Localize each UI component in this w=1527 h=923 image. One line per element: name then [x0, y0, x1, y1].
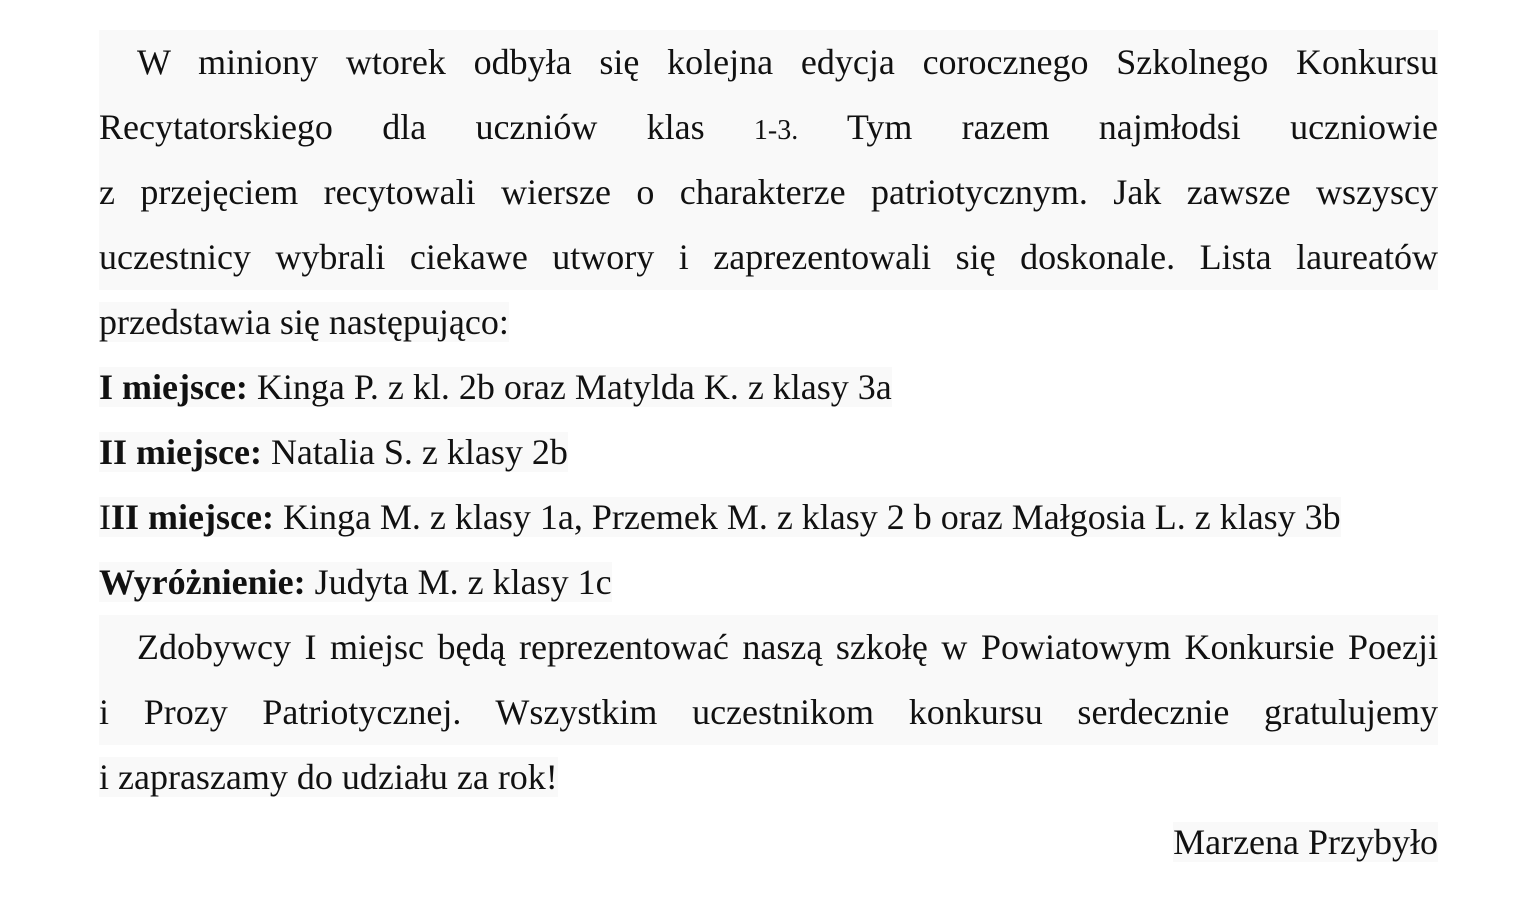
document-page: [99, 30, 1438, 875]
result-label: II miejsce:: [111, 497, 274, 537]
result-label: II miejsce:: [99, 432, 262, 472]
result-second-place: [99, 420, 1438, 485]
paragraph-1-line-2: [99, 95, 1438, 160]
result-label-first-letter: I: [99, 497, 111, 537]
result-text: Kinga P. z kl. 2b oraz Matylda K. z klasy 3a: [247, 367, 892, 407]
paragraph-2-line-2: i Prozy Patriotycznej. Wszystkim uczestnikom konkursu serdecznie gratulujemy: [99, 680, 1438, 745]
paragraph-2-line-1: Zdobywcy I miejsc będą reprezentować naszą szkołę w Powiatowym Konkursie Poezji: [99, 615, 1438, 680]
paragraph-1-line-3: z przejęciem recytowali wiersze o charakterze patriotycznym. Jak zawsze wszyscy: [99, 160, 1438, 225]
result-text: Judyta M. z klasy 1c: [305, 562, 612, 602]
paragraph-1-line-2-end: Tym razem najmłodsi uczniowie: [846, 107, 1438, 147]
result-third-place: [99, 485, 1438, 550]
signature: Marzena Przybyło: [1173, 822, 1438, 862]
paragraph-1-line-2-start: Recytatorskiego dla uczniów klas: [99, 107, 705, 147]
result-first-place: [99, 355, 1438, 420]
result-distinction: [99, 550, 1438, 615]
paragraph-1-line-5: przedstawia się następująco:: [99, 302, 509, 342]
result-text: Natalia S. z klasy 2b: [261, 432, 568, 472]
paragraph-1-line-1: W miniony wtorek odbyła się kolejna edycja corocznego Szkolnego Konkursu: [99, 30, 1438, 95]
result-label: Wyróżnienie:: [99, 562, 306, 602]
paragraph-2-line-3: i zapraszamy do udziału za rok!: [99, 757, 558, 797]
result-text: Kinga M. z klasy 1a, Przemek M. z klasy 2 b oraz Małgosia L. z klasy 3b: [273, 497, 1341, 537]
class-range: 1-3.: [753, 115, 799, 146]
paragraph-1-line-4: uczestnicy wybrali ciekawe utwory i zaprezentowali się doskonale. Lista laureatów: [99, 225, 1438, 290]
result-label: I miejsce:: [99, 367, 248, 407]
